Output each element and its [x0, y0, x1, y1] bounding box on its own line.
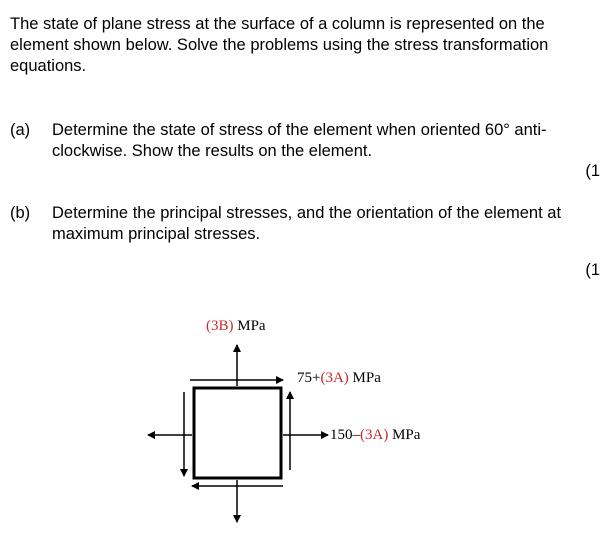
- shear-stress-label: [297, 370, 381, 387]
- shear-stress-unit: MPa: [348, 370, 381, 386]
- normal-stress-label: [330, 427, 420, 444]
- top-stress-variable: (3B): [206, 318, 234, 334]
- question-b-label: (b): [10, 204, 31, 222]
- shear-stress-variable: (3A): [320, 370, 349, 386]
- question-b-marks: (1: [585, 261, 600, 279]
- problem-statement: The state of plane stress at the surface of a column is represented on the element shown below. Solve the problems using the stress transformation equations.: [10, 15, 549, 75]
- top-stress-label: [206, 318, 266, 335]
- question-a-label: (a): [10, 121, 31, 139]
- normal-stress-prefix: 150–: [330, 427, 360, 443]
- normal-stress-variable: (3A): [360, 427, 389, 443]
- normal-stress-unit: MPa: [388, 427, 421, 443]
- top-stress-unit: MPa: [233, 318, 266, 334]
- question-b-text: Determine the principal stresses, and the orientation of the element at maximum principal stresses.: [52, 204, 562, 243]
- question-a-text: Determine the state of stress of the element when oriented 60° anti-clockwise. Show the results on the element.: [52, 121, 547, 160]
- shear-stress-prefix: 75+: [297, 370, 321, 386]
- question-a-marks: (1: [585, 162, 600, 180]
- stress-element-square: [194, 388, 281, 478]
